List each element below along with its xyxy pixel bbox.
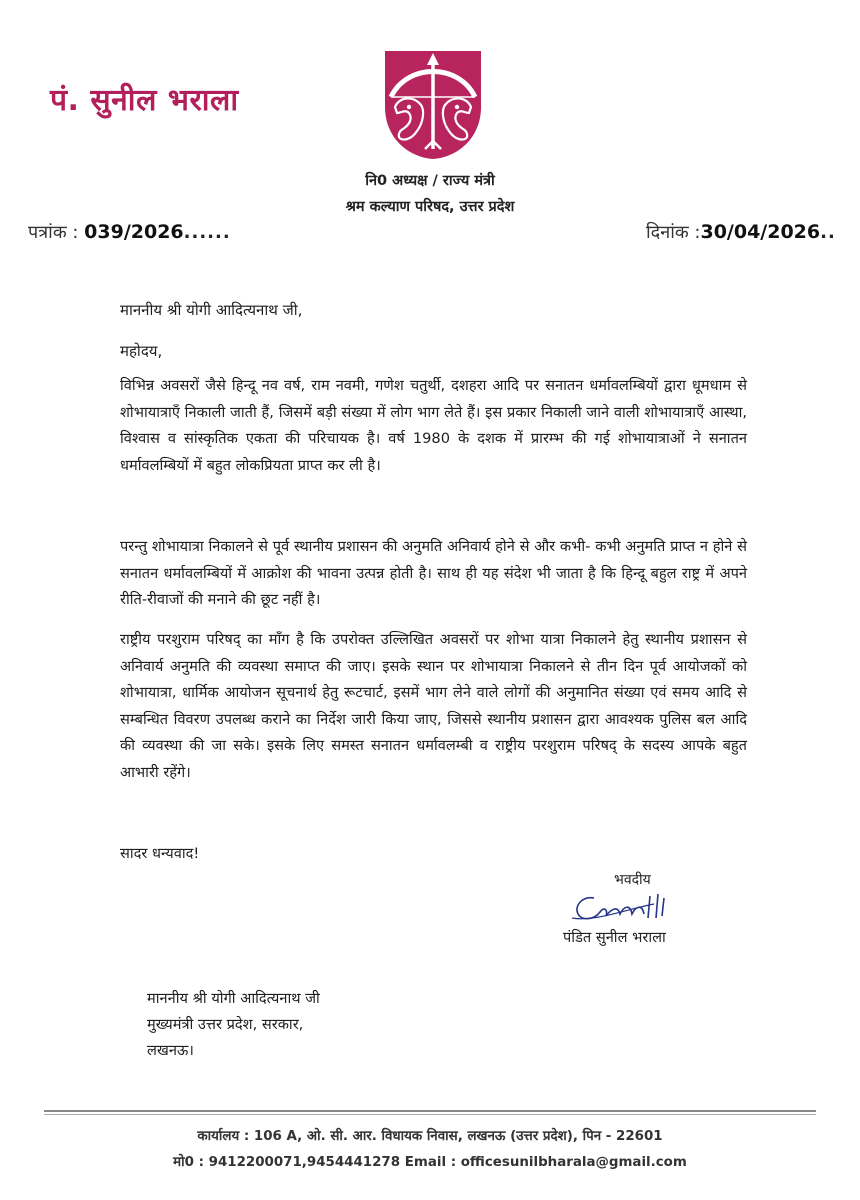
closing-thanks: सादर धन्यवाद! xyxy=(120,845,200,862)
addressee-designation: मुख्यमंत्री उत्तर प्रदेश, सरकार, xyxy=(147,1016,304,1033)
letter-date xyxy=(646,220,836,244)
addressee-name: माननीय श्री योगी आदित्यनाथ जी xyxy=(147,990,320,1007)
addressee-city: लखनऊ। xyxy=(147,1042,194,1059)
designation-title: नि0 अध्यक्ष / राज्य मंत्री xyxy=(365,173,495,189)
salutation: महोदय, xyxy=(120,342,163,360)
footer-address: कार्यालय : 106 A, ओ. सी. आर. विधायक निवास, लखनऊ (उत्तर प्रदेश), पिन - 22601 xyxy=(197,1129,663,1144)
footer-divider xyxy=(44,1110,816,1112)
body-paragraph: राष्ट्रीय परशुराम परिषद् का माँग है कि उपरोक्त उल्लिखित अवसरों पर शोभा यात्रा निकालने हेतु स्थानीय प्रशासन से अनिवार्य अनुमति की व्यवस्था समाप्त की जाए। इसके स्थान पर शोभायात्रा निकालने से तीन दिन पूर्व आयोजकों को शोभायात्रा, धार्मिक आयोजन सूचनार्थ हेतु रूटचार्ट, इसमें भाग लेने वाले लोगों की अनुमानित संख्या एवं समय आदि से सम्बन्धित विवरण उपलब्ध कराने का निर्देश जारी किया जाए, जिससे स्थानीय प्रशासन द्वारा आवश्यक पुलिस बल आदि की व्यवस्था की जा सके। इसके लिए समस्त सनातन धर्मावलम्बी व राष्ट्रीय परशुराम परिषद् के सदस्य आपके बहुत आभारी रहेंगे। xyxy=(120,631,747,781)
footer-contact: मो0 : 9412200071,9454441278 Email : officesunilbharala@gmail.com xyxy=(173,1155,687,1170)
addressee-block xyxy=(147,986,320,1064)
signature-block xyxy=(560,868,730,948)
date-label: दिनांक : xyxy=(646,222,701,243)
handwritten-signature-icon xyxy=(564,888,689,926)
designation-organisation: श्रम कल्याण परिषद, उत्तर प्रदेश xyxy=(345,199,515,215)
yours-faithfully: भवदीय xyxy=(614,872,651,888)
body-paragraph: परन्तु शोभायात्रा निकालने से पूर्व स्थानीय प्रशासन की अनुमति अनिवार्य होने से और कभी- कभी अनुमति प्राप्त न होने से सनातन धर्मावलम्बियों में आक्रोश की भावना उत्पन्न होती है। साथ ही यह संदेश भी जाता है कि हिन्दू बहुल राष्ट्र में अपने रीति-रीवाजों की मनाने की छूट नहीं है। xyxy=(120,538,747,608)
addressee-greeting: माननीय श्री योगी आदित्यनाथ जी, xyxy=(120,301,303,319)
reference-dots: ...... xyxy=(183,222,231,243)
reference-number xyxy=(28,220,231,244)
bow-arrow-elephants-emblem-icon xyxy=(373,45,493,163)
date-dots: .. xyxy=(820,222,836,243)
reference-label: पत्रांक : xyxy=(28,222,79,243)
footer-divider-thin xyxy=(44,1114,816,1115)
body-paragraph: विभिन्न अवसरों जैसे हिन्दू नव वर्ष, राम नवमी, गणेश चतुर्थी, दशहरा आदि पर सनातन धर्मावलम्बियों द्वारा धूमधाम से शोभायात्राएँ निकाली जाती हैं, जिसमें बड़ी संख्या में लोग भाग लेते हैं। इस प्रकार निकाली जाने वाली शोभायात्राएँ आस्था, विश्वास व सांस्कृतिक एकता की परिचायक है। वर्ष 1980 के दशक में प्रारम्भ की गई शोभायात्राओं ने सनातन धर्मावलम्बियों में बहुत लोकप्रियता प्राप्त कर ली है। xyxy=(120,377,747,474)
reference-value: 039/2026 xyxy=(84,221,184,243)
signatory-name: पंडित सुनील भराला xyxy=(563,929,666,946)
sender-name: पं. सुनील भराला xyxy=(50,83,239,118)
date-value: 30/04/2026 xyxy=(700,221,821,243)
